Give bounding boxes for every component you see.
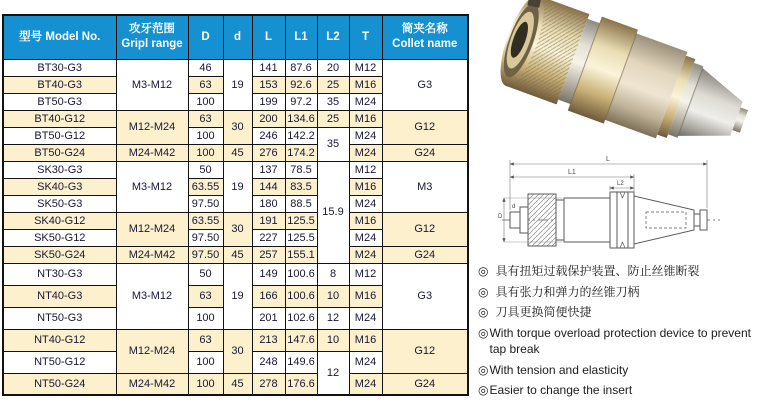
spec-cell: 15.9 [317, 161, 349, 263]
spec-cell: M24-M42 [116, 246, 188, 263]
spec-cell: 144 [252, 178, 285, 195]
table-row [3, 144, 468, 161]
bullet-icon: ◎ [478, 362, 489, 377]
spec-cell: M12 [349, 263, 382, 285]
spec-cell: 50 [188, 263, 223, 285]
spec-cell: 63 [188, 76, 223, 93]
spec-cell: 201 [252, 307, 285, 329]
spec-cell: 100 [188, 127, 223, 144]
model-cell: NT40-G3 [3, 285, 116, 307]
feature-item [478, 304, 756, 321]
spec-cell: 100 [188, 93, 223, 110]
spec-cell: 191 [252, 212, 285, 229]
dim-label-L2: L2 [617, 181, 624, 187]
spec-cell: 166 [252, 285, 285, 307]
spec-cell: 19 [223, 59, 252, 110]
spec-cell: 176.6 [285, 373, 317, 395]
spec-cell: M3 [382, 161, 468, 212]
spec-cell: 149 [252, 263, 285, 285]
column-header: 筒夹名称 Collet name [382, 15, 468, 59]
spec-cell: 50 [188, 161, 223, 178]
feature-item [478, 263, 756, 280]
feature-text: 具有扭矩过载保护装置、防止丝锥断裂 [495, 264, 700, 278]
spec-cell: 200 [252, 110, 285, 127]
spec-cell: 257 [252, 246, 285, 263]
spec-cell: 102.6 [285, 307, 317, 329]
spec-cell: G24 [382, 373, 468, 395]
dim-label-L: L [606, 156, 610, 163]
spec-cell: 63 [188, 285, 223, 307]
spec-cell: M12-M24 [116, 329, 188, 373]
spec-cell: 199 [252, 93, 285, 110]
feature-text: 刀具更换简便快捷 [495, 305, 592, 319]
dimension-drawing-icon [498, 150, 746, 268]
spec-cell: M12-M24 [116, 212, 188, 246]
model-cell: BT50-G24 [3, 144, 116, 161]
spec-cell: G12 [382, 329, 468, 373]
spec-cell: 35 [317, 127, 349, 161]
model-cell: BT50-G3 [3, 93, 116, 110]
table-row [3, 373, 468, 395]
spec-cell: 142.2 [285, 127, 317, 144]
spec-cell: 63.55 [188, 212, 223, 229]
spec-cell: 137 [252, 161, 285, 178]
table-row [3, 161, 468, 178]
feature-list [478, 263, 756, 403]
spec-cell: 125.5 [285, 212, 317, 229]
spec-cell: 248 [252, 351, 285, 373]
spec-cell: 276 [252, 144, 285, 161]
spec-cell: 246 [252, 127, 285, 144]
feature-item [478, 362, 756, 379]
spec-cell: 63 [188, 329, 223, 351]
spec-cell: M3-M12 [116, 263, 188, 329]
bullet-icon: ◎ [478, 284, 489, 299]
spec-cell: 8 [317, 263, 349, 285]
spec-cell: 174.2 [285, 144, 317, 161]
spec-cell: 97.50 [188, 246, 223, 263]
spec-cell: M24 [349, 127, 382, 144]
spec-cell: M12 [349, 161, 382, 178]
dim-label-d: d [512, 204, 516, 210]
model-cell: SK50-G24 [3, 246, 116, 263]
spec-cell: 78.5 [285, 161, 317, 178]
spec-cell: 213 [252, 329, 285, 351]
spec-cell: 63 [188, 110, 223, 127]
model-cell: NT50-G12 [3, 351, 116, 373]
table-row [3, 212, 468, 229]
spec-cell: 100 [188, 351, 223, 373]
spec-cell: M16 [349, 76, 382, 93]
feature-text: Easier to change the insert [489, 383, 633, 397]
feature-item [478, 325, 756, 358]
feature-item [478, 284, 756, 301]
spec-cell: 88.5 [285, 195, 317, 212]
column-header: 型号 Model No. [3, 15, 116, 59]
spec-cell: 30 [223, 110, 252, 144]
bullet-icon: ◎ [478, 383, 489, 397]
spec-cell: 155.1 [285, 246, 317, 263]
bullet-icon: ◎ [478, 325, 489, 340]
spec-cell: 100.6 [285, 263, 317, 285]
spec-cell: 63.55 [188, 178, 223, 195]
spec-cell: 30 [223, 212, 252, 246]
spec-cell: 10 [317, 329, 349, 351]
spec-table [2, 14, 469, 396]
spec-cell: 100 [188, 307, 223, 329]
table-row [3, 110, 468, 127]
spec-cell: 97.50 [188, 195, 223, 212]
spec-cell: M3-M12 [116, 161, 188, 212]
spec-cell: M24 [349, 229, 382, 246]
spec-cell: 12 [317, 351, 349, 395]
spec-cell: 153 [252, 76, 285, 93]
spec-cell: M24-M42 [116, 373, 188, 395]
spec-cell: M12 [349, 59, 382, 76]
model-cell: NT30-G3 [3, 263, 116, 285]
spec-cell: 125.5 [285, 229, 317, 246]
column-header: d [223, 15, 252, 59]
feature-text: With tension and elasticity [489, 362, 629, 377]
spec-cell: 12 [317, 307, 349, 329]
spec-cell: M3-M12 [116, 59, 188, 110]
spec-cell: G12 [382, 110, 468, 144]
model-cell: SK30-G3 [3, 161, 116, 178]
model-cell: SK40-G12 [3, 212, 116, 229]
spec-cell: 227 [252, 229, 285, 246]
product-photo [478, 0, 762, 152]
spec-cell: 45 [223, 246, 252, 263]
spec-cell: 35 [317, 93, 349, 110]
feature-item [478, 382, 756, 399]
dimension-drawing [498, 150, 746, 268]
model-cell: SK50-G3 [3, 195, 116, 212]
spec-cell: M24 [349, 93, 382, 110]
bullet-icon: ◎ [478, 264, 489, 278]
spec-cell: 100 [188, 373, 223, 395]
dim-label-L1: L1 [568, 169, 576, 176]
model-cell: SK40-G3 [3, 178, 116, 195]
spec-cell: 141 [252, 59, 285, 76]
model-cell: SK50-G12 [3, 229, 116, 246]
tap-chuck-photo-icon [478, 0, 762, 152]
feature-text: 具有张力和弹力的丝锥刀柄 [495, 284, 640, 299]
spec-cell: 100 [188, 144, 223, 161]
spec-cell: M16 [349, 178, 382, 195]
column-header: 攻牙范围 Gripl range [116, 15, 188, 59]
spec-cell: G3 [382, 59, 468, 110]
spec-cell: 97.50 [188, 229, 223, 246]
spec-cell: 19 [223, 161, 252, 212]
spec-cell: M24 [349, 307, 382, 329]
spec-cell: 45 [223, 144, 252, 161]
spec-cell: G3 [382, 263, 468, 329]
spec-cell: 10 [317, 285, 349, 307]
model-cell: NT50-G24 [3, 373, 116, 395]
spec-cell: G24 [382, 144, 468, 161]
spec-cell: M24 [349, 195, 382, 212]
spec-cell: 45 [223, 373, 252, 395]
spec-cell: M16 [349, 212, 382, 229]
spec-cell: 149.6 [285, 351, 317, 373]
spec-cell: 83.5 [285, 178, 317, 195]
table-row [3, 246, 468, 263]
model-cell: BT50-G12 [3, 127, 116, 144]
column-header: L [252, 15, 285, 59]
spec-cell: 92.6 [285, 76, 317, 93]
model-cell: BT30-G3 [3, 59, 116, 76]
spec-cell: M16 [349, 285, 382, 307]
column-header: L1 [285, 15, 317, 59]
spec-cell: G24 [382, 246, 468, 263]
spec-cell: 20 [317, 59, 349, 76]
bullet-icon: ◎ [478, 305, 489, 319]
table-row [3, 59, 468, 76]
spec-cell: 147.6 [285, 329, 317, 351]
spec-cell: M12-M24 [116, 110, 188, 144]
model-cell: NT40-G12 [3, 329, 116, 351]
feature-text: With torque overload protection device to prevent tap break [489, 325, 751, 356]
spec-cell: M24 [349, 246, 382, 263]
dim-label-D: D [498, 214, 503, 220]
spec-cell: 25 [317, 110, 349, 127]
spec-cell: 19 [223, 263, 252, 329]
spec-cell: M24 [349, 373, 382, 395]
model-cell: NT50-G3 [3, 307, 116, 329]
spec-cell: 97.2 [285, 93, 317, 110]
column-header: L2 [317, 15, 349, 59]
spec-cell: 180 [252, 195, 285, 212]
spec-cell: 100.6 [285, 285, 317, 307]
spec-cell: M24-M42 [116, 144, 188, 161]
spec-cell: M16 [349, 110, 382, 127]
spec-cell: M16 [349, 329, 382, 351]
spec-cell: 278 [252, 373, 285, 395]
column-header: T [349, 15, 382, 59]
spec-cell: 30 [223, 329, 252, 373]
spec-cell: G12 [382, 212, 468, 246]
table-header-row [3, 15, 468, 59]
spec-cell: 134.6 [285, 110, 317, 127]
model-cell: BT40-G12 [3, 110, 116, 127]
spec-cell: 25 [317, 76, 349, 93]
model-cell: BT40-G3 [3, 76, 116, 93]
spec-cell: M24 [349, 144, 382, 161]
spec-cell: 46 [188, 59, 223, 76]
spec-cell: M24 [349, 351, 382, 373]
table-row [3, 263, 468, 285]
column-header: D [188, 15, 223, 59]
table-row [3, 329, 468, 351]
spec-cell: 87.6 [285, 59, 317, 76]
